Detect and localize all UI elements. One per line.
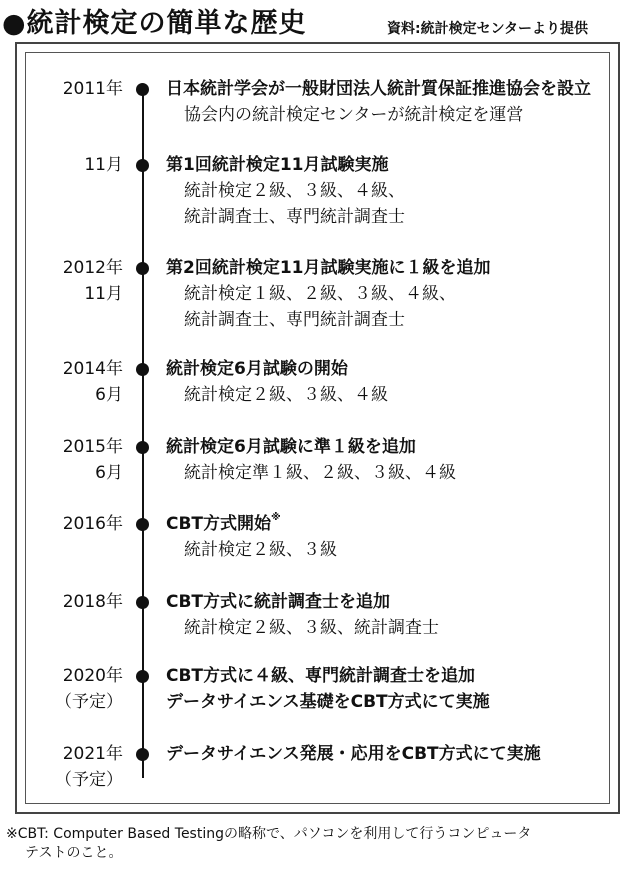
- entry-date-line: 2012年: [62, 258, 123, 278]
- entry-date-line: （予定）: [55, 692, 123, 712]
- timeline-dot: [136, 518, 149, 531]
- entry-detail: 統計検定１級、２級、３級、４級、: [184, 284, 456, 304]
- entry-date-line: 2016年: [62, 514, 123, 534]
- entry-heading-text: 統計検定6月試験に準１級を追加: [166, 437, 416, 457]
- entry-detail: 統計検定２級、３級、統計調査士: [184, 618, 439, 638]
- entry-date: [63, 589, 123, 615]
- entry-heading: [166, 434, 416, 460]
- footnote: [6, 825, 630, 863]
- entry-date-line: 6月: [95, 463, 123, 483]
- entry-heading: [166, 356, 348, 382]
- entry-date: [55, 663, 123, 715]
- entry-date-line: 2018年: [62, 592, 123, 612]
- entry-heading-second-line: データサイエンス基礎をCBT方式にて実施: [166, 692, 490, 712]
- entry-detail: 統計検定２級、３級、４級、: [184, 181, 405, 201]
- source-credit: 資料:統計検定センターより提供: [387, 21, 589, 37]
- entry-heading: [166, 76, 591, 102]
- entry-date-line: 2014年: [62, 359, 123, 379]
- page-title: ●統計検定の簡単な歴史: [2, 8, 307, 39]
- entry-heading: [166, 152, 389, 178]
- entry-date: [63, 356, 123, 408]
- timeline-dot: [136, 363, 149, 376]
- entry-date-line: （予定）: [55, 770, 123, 790]
- entry-heading-text: CBT方式に統計調査士を追加: [166, 592, 391, 612]
- footnote-line: ※CBT: Computer Based Testingの略称で、パソコンを利用して行うコンピュータ: [6, 826, 532, 842]
- entry-date-line: 2011年: [62, 79, 123, 99]
- entry-heading: [166, 663, 475, 689]
- entry-date-line: 6月: [95, 385, 123, 405]
- timeline-dot: [136, 159, 149, 172]
- entry-date-line: 11月: [84, 284, 123, 304]
- entry-detail: 統計調査士、専門統計調査士: [184, 207, 405, 227]
- entry-date-line: 2020年: [62, 666, 123, 686]
- entry-date: [63, 434, 123, 486]
- entry-heading: [166, 589, 390, 615]
- entry-date-line: 11月: [84, 155, 123, 175]
- timeline-dot: [136, 596, 149, 609]
- entry-heading: [166, 511, 281, 537]
- entry-heading: [166, 255, 491, 281]
- footnote-line: テストのこと。: [25, 845, 123, 861]
- entry-heading-text: 統計検定6月試験の開始: [166, 359, 348, 379]
- entry-date-line: 2021年: [62, 744, 123, 764]
- entry-heading-text: データサイエンス発展・応用をCBT方式にて実施: [166, 744, 541, 764]
- entry-heading-text: 第1回統計検定11月試験実施: [166, 155, 389, 175]
- entry-heading-text: CBT方式開始: [166, 514, 272, 534]
- timeline-dot: [136, 83, 149, 96]
- timeline-dot: [136, 441, 149, 454]
- entry-heading-text: CBT方式に４級、専門統計調査士を追加: [166, 666, 476, 686]
- entry-detail: 統計検定準１級、２級、３級、４級: [184, 463, 456, 483]
- entry-detail: 統計検定２級、３級: [184, 540, 337, 560]
- entry-detail: 統計検定２級、３級、４級: [184, 385, 388, 405]
- entry-heading-text: 日本統計学会が一般財団法人統計質保証推進協会を設立: [166, 79, 591, 99]
- timeline-dot: [136, 748, 149, 761]
- entry-heading: [166, 741, 541, 767]
- entry-detail: 統計調査士、専門統計調査士: [184, 310, 405, 330]
- entry-date: [84, 152, 123, 178]
- entry-date: [63, 255, 123, 307]
- footnote-mark: ※: [271, 512, 281, 523]
- timeline-dot: [136, 262, 149, 275]
- entry-date: [63, 511, 123, 537]
- entry-detail: 協会内の統計検定センターが統計検定を運営: [184, 105, 524, 125]
- entry-date-line: 2015年: [62, 437, 123, 457]
- entry-heading-text: 第2回統計検定11月試験実施に１級を追加: [166, 258, 491, 278]
- entry-date: [63, 76, 123, 102]
- entry-date: [55, 741, 123, 793]
- timeline-dot: [136, 670, 149, 683]
